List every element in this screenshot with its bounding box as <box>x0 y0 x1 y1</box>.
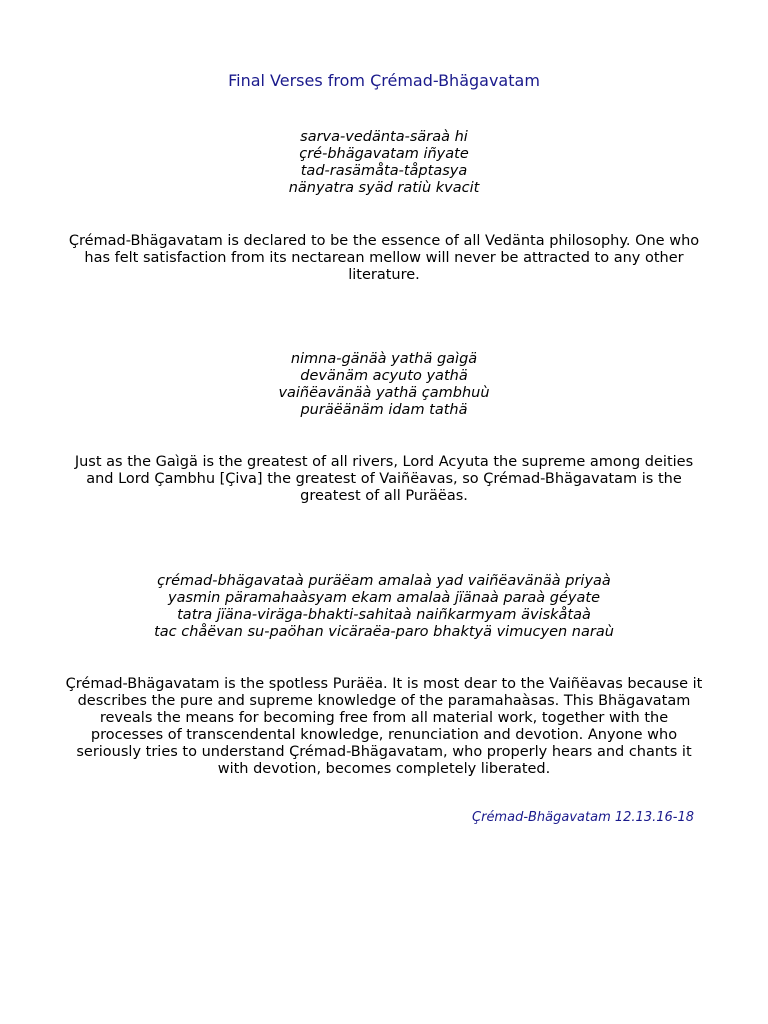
verse-block-2 <box>40 351 728 419</box>
verse-line: puräëänäm idam tathä <box>300 402 468 418</box>
verse-line: çré-bhägavatam iñyate <box>299 146 469 162</box>
verse-line: tac chåëvan su-paöhan vicäraëa-paro bhaktyä vimucyen naraù <box>154 624 614 640</box>
verse-line: çrémad-bhägavataà puräëam amalaà yad vaiñëavänäà priyaà <box>157 573 611 589</box>
verse-line: nänyatra syäd ratiù kvacit <box>288 180 480 196</box>
verse-block-3 <box>40 573 728 641</box>
verse-line: vaiñëavänäà yathä çambhuù <box>278 385 490 401</box>
verse-line: tatra jïäna-viräga-bhakti-sahitaà naiñkarmyam äviskåtaà <box>177 607 591 623</box>
verse-line: sarva-vedänta-säraà hi <box>300 129 468 145</box>
verse-line: devänäm acyuto yathä <box>300 368 468 384</box>
verse-line: tad-rasämåta-tåptasya <box>300 163 468 179</box>
translation-paragraph-1: Çrémad-Bhägavatam is declared to be the essence of all Vedänta philosophy. One who has felt satisfaction from its nectarean mellow will never be attracted to any other literature. <box>68 233 700 283</box>
document-title: Final Verses from Çrémad-Bhägavatam <box>228 71 540 90</box>
verse-line: yasmin päramahaàsyam ekam amalaà jïänaà paraà géyate <box>167 590 601 606</box>
verse-line: nimna-gänäà yathä gaìgä <box>290 351 478 367</box>
verse-block-1 <box>40 129 728 197</box>
citation-reference: Çrémad-Bhägavatam 12.13.16-18 <box>472 810 694 825</box>
translation-paragraph-2: Just as the Gaìgä is the greatest of all rivers, Lord Acyuta the supreme among deities and Lord Çambhu [Çiva] the greatest of Vaiñëavas, so Çrémad-Bhägavatam is the greatest of all Puräëas. <box>74 454 694 504</box>
translation-paragraph-3: Çrémad-Bhägavatam is the spotless Puräëa. It is most dear to the Vaiñëavas because it describes the pure and supreme knowledge of the paramahaàsas. This Bhägavatam reveals the means for becoming free from all material work, together with the processes of transcendental knowledge, renunciation and devotion. Anyone who seriously tries to understand Çrémad-Bhägavatam, who properly hears and chants it with devotion, becomes completely liberated. <box>65 676 703 777</box>
